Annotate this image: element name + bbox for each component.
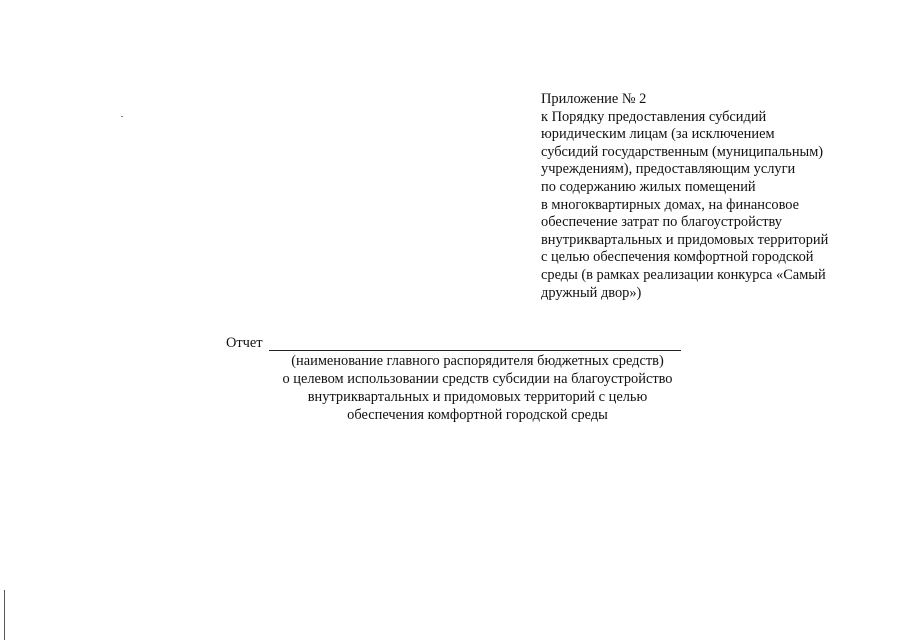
appendix-line: среды (в рамках реализации конкурса «Самый bbox=[541, 266, 826, 283]
report-subtitle-line: о целевом использовании средств субсидии на благоустройство bbox=[282, 371, 673, 387]
appendix-title: Приложение № 2 bbox=[541, 91, 647, 107]
report-subtitle-line: внутриквартальных и придомовых территорий с целью bbox=[307, 389, 648, 405]
report-label: Отчет bbox=[226, 335, 263, 351]
appendix-block bbox=[541, 91, 850, 302]
appendix-line: обеспечение затрат по благоустройству bbox=[541, 214, 782, 231]
appendix-line: учреждениям), предоставляющим услуги bbox=[541, 161, 796, 178]
underline-caption: (наименование главного распорядителя бюджетных средств) bbox=[291, 353, 664, 369]
appendix-line: с целью обеспечения комфортной городской bbox=[541, 249, 814, 266]
report-title-row bbox=[226, 335, 686, 353]
scan-speck bbox=[121, 116, 123, 117]
scan-edge-mark bbox=[4, 590, 5, 640]
appendix-line: внутриквартальных и придомовых территорий bbox=[541, 231, 829, 248]
appendix-line: по содержанию жилых помещений bbox=[541, 178, 756, 195]
report-subtitle-line: обеспечения комфортной городской среды bbox=[347, 407, 608, 423]
appendix-line: субсидий государственным (муниципальным) bbox=[541, 143, 824, 160]
fill-in-underline bbox=[269, 350, 681, 351]
appendix-last-line: дружный двор») bbox=[541, 284, 642, 301]
appendix-line: юридическим лицам (за исключением bbox=[541, 126, 775, 143]
appendix-line: к Порядку предоставления субсидий bbox=[541, 108, 767, 125]
appendix-line: в многоквартирных домах, на финансовое bbox=[541, 196, 800, 213]
